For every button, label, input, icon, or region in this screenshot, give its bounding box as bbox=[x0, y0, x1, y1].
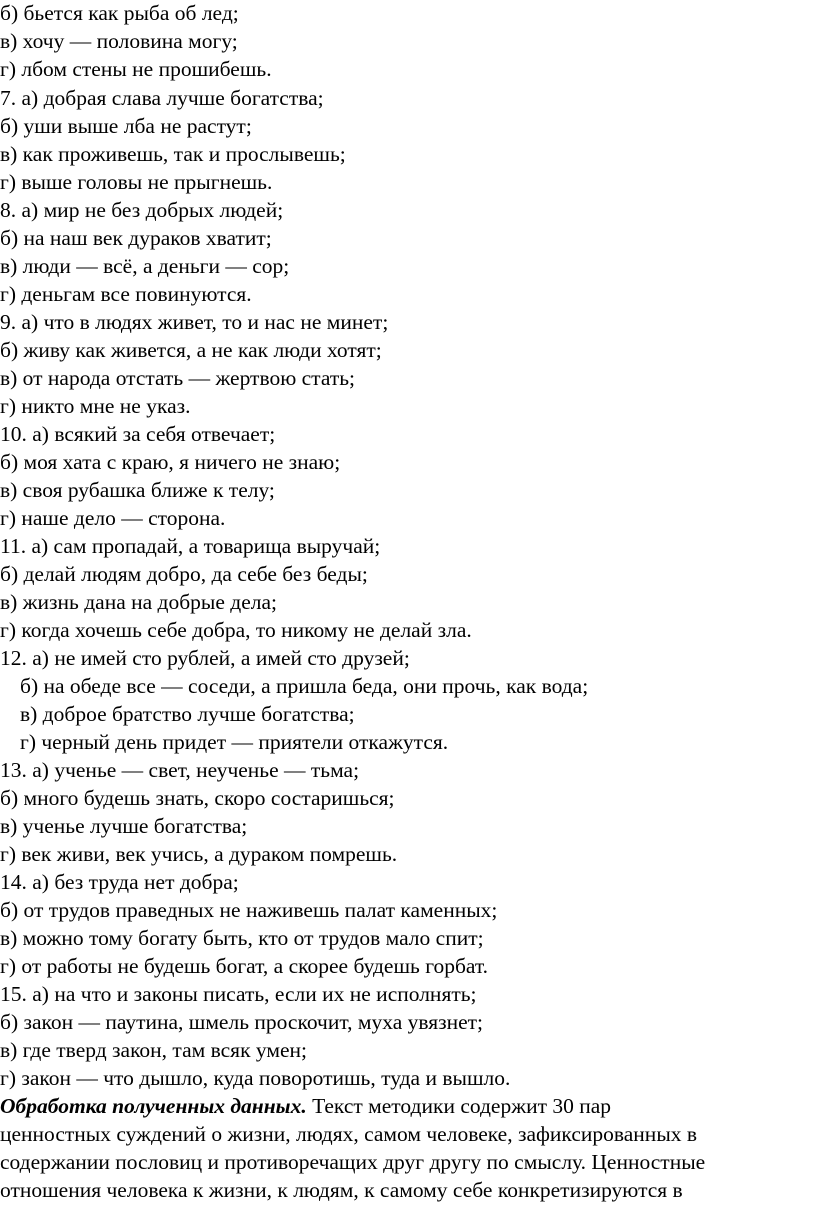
proverb-line: г) деньгам все повинуются. bbox=[0, 282, 252, 306]
processing-heading: Обработка полученных данных. bbox=[0, 1094, 307, 1118]
proverb-line: б) на наш век дураков хватит; bbox=[0, 226, 272, 250]
processing-paragraph-line: ценностных суждений о жизни, людях, самом человеке, зафиксированных в bbox=[0, 1122, 698, 1146]
proverb-line: г) когда хочешь себе добра, то никому не делай зла. bbox=[0, 618, 472, 642]
proverb-line: в) от народа отстать — жертвою стать; bbox=[0, 366, 356, 390]
proverb-line: г) закон — что дышло, куда поворотишь, туда и вышло. bbox=[0, 1066, 511, 1090]
proverb-line: г) век живи, век учись, а дураком помрешь. bbox=[0, 842, 398, 866]
proverb-line: б) на обеде все — соседи, а пришла беда, они прочь, как вода; bbox=[20, 674, 589, 698]
proverb-line: в) люди — всё, а деньги — сор; bbox=[0, 254, 290, 278]
proverb-line: 15. а) на что и законы писать, если их не исполнять; bbox=[0, 982, 477, 1006]
proverb-line: б) закон — паутина, шмель проскочит, муха увязнет; bbox=[0, 1010, 484, 1034]
proverb-line: 14. а) без труда нет добра; bbox=[0, 870, 239, 894]
proverb-line: 11. а) сам пропадай, а товарища выручай; bbox=[0, 534, 381, 558]
proverb-line: 8. а) мир не без добрых людей; bbox=[0, 198, 284, 222]
proverb-line: 12. а) не имей сто рублей, а имей сто друзей; bbox=[0, 646, 410, 670]
processing-paragraph-first-line bbox=[0, 1092, 611, 1120]
processing-paragraph-line: содержании пословиц и противоречащих друг другу по смыслу. Ценностные bbox=[0, 1150, 706, 1174]
proverb-line: 9. а) что в людях живет, то и нас не минет; bbox=[0, 310, 389, 334]
processing-paragraph-line: отношения человека к жизни, к людям, к самому себе конкретизируются в bbox=[0, 1178, 683, 1202]
proverb-line: в) своя рубашка ближе к телу; bbox=[0, 478, 275, 502]
proverb-line: в) хочу — половина могу; bbox=[0, 29, 238, 53]
proverb-line: б) уши выше лба не растут; bbox=[0, 114, 252, 138]
proverb-line: в) как проживешь, так и прослывешь; bbox=[0, 142, 346, 166]
proverb-line: в) доброе братство лучше богатства; bbox=[20, 702, 355, 726]
proverb-line: в) где тверд закон, там всяк умен; bbox=[0, 1038, 307, 1062]
proverb-line: б) много будешь знать, скоро состаришься; bbox=[0, 786, 395, 810]
processing-text: Текст методики содержит 30 пар bbox=[306, 1094, 612, 1118]
proverb-line: г) черный день придет — приятели откажутся. bbox=[20, 730, 449, 754]
proverb-line: г) от работы не будешь богат, а скорее будешь горбат. bbox=[0, 954, 489, 978]
proverb-line: б) живу как живется, а не как люди хотят; bbox=[0, 338, 382, 362]
proverb-line: б) моя хата с краю, я ничего не знаю; bbox=[0, 450, 341, 474]
proverb-line: 7. а) добрая слава лучше богатства; bbox=[0, 86, 324, 110]
proverb-line: г) никто мне не указ. bbox=[0, 394, 191, 418]
proverb-line: в) ученье лучше богатства; bbox=[0, 814, 248, 838]
proverb-line: в) жизнь дана на добрые дела; bbox=[0, 590, 278, 614]
proverb-line: б) делай людям добро, да себе без беды; bbox=[0, 562, 368, 586]
proverb-line: 10. а) всякий за себя отвечает; bbox=[0, 422, 276, 446]
proverb-line: б) от трудов праведных не наживешь палат каменных; bbox=[0, 898, 498, 922]
proverb-line: г) выше головы не прыгнешь. bbox=[0, 170, 273, 194]
proverb-line: г) лбом стены не прошибешь. bbox=[0, 57, 272, 81]
proverb-line: г) наше дело — сторона. bbox=[0, 506, 226, 530]
proverb-line: в) можно тому богату быть, кто от трудов мало спит; bbox=[0, 926, 484, 950]
proverb-line: б) бьется как рыба об лед; bbox=[0, 1, 239, 25]
proverb-line: 13. а) ученье — свет, неученье — тьма; bbox=[0, 758, 360, 782]
